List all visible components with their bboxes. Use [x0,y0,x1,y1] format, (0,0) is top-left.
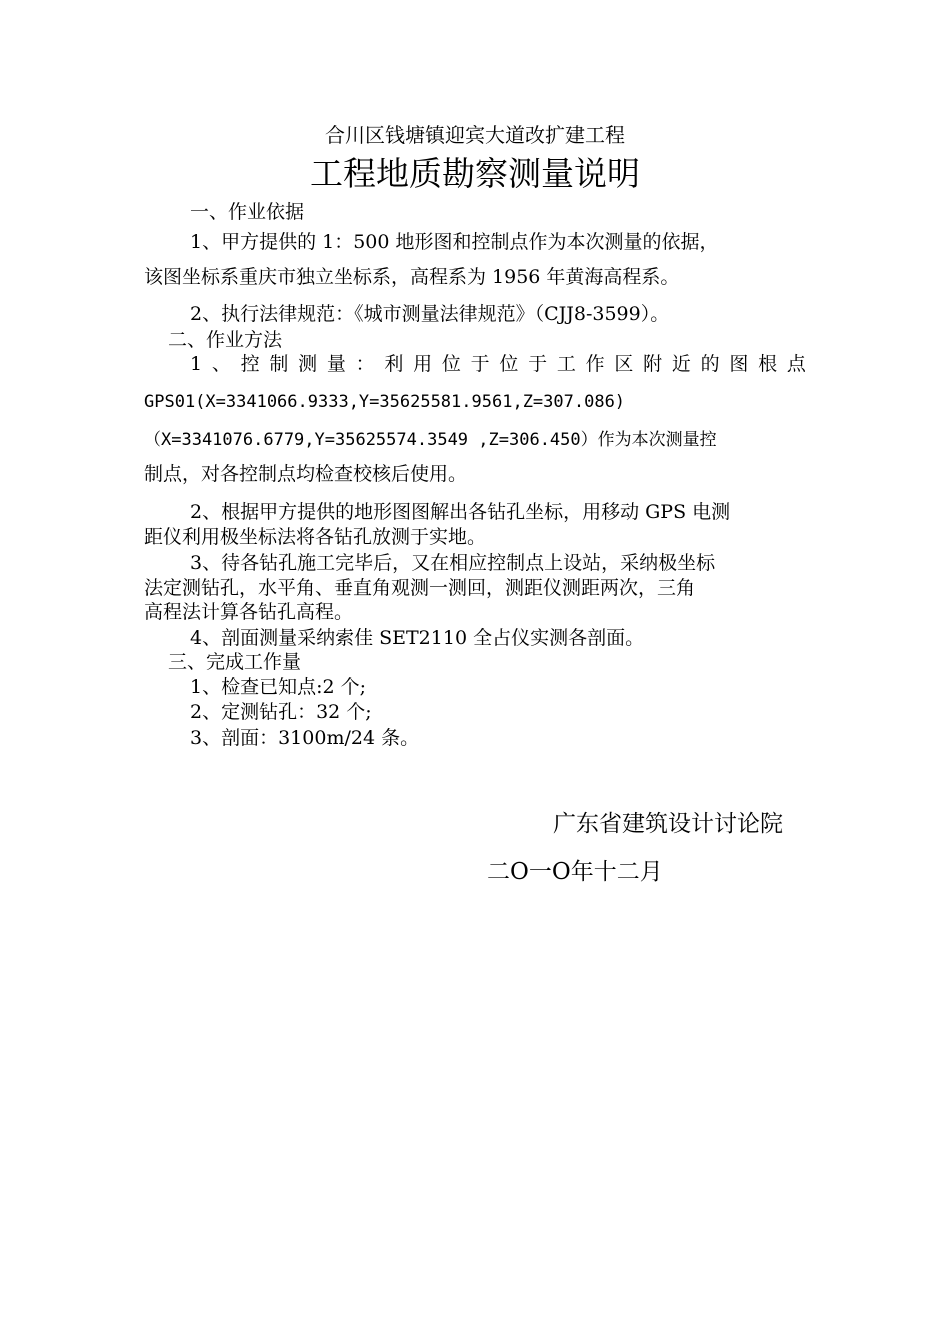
s2-p3-line3: 高程法计算各钻孔高程。 [144,601,354,623]
justified-char: 工 [556,353,576,375]
s1-p2: 2、执行法律规范：《城市测量法律规范》（CJJ8-3599）。 [190,303,670,325]
s3-item-2: 2、定测钻孔：32 个; [190,701,372,723]
project-subtitle: 合川区钱塘镇迎宾大道改扩建工程 [325,123,625,147]
justified-char: 位 [499,353,519,375]
s2-p1-line2: GPS01(X=3341066.9333,Y=35625581.9561,Z=307.086) [144,392,626,412]
justified-char: 近 [671,353,691,375]
s2-p3-line1: 3、待各钻孔施工完毕后，又在相应控制点上设站，采纳极坐标 [190,552,716,574]
signature-date: 二O一O年十二月 [487,859,663,885]
justified-char: 测 [298,353,318,375]
section-3-heading: 三、完成工作量 [168,651,302,673]
justified-char: 位 [441,353,461,375]
section-1-heading: 一、作业依据 [190,201,305,223]
s1-p1-line1: 1、甲方提供的 1：500 地形图和控制点作为本次测量的依据， [190,231,719,253]
justified-char: 利 [384,353,404,375]
justified-char: 控 [240,353,260,375]
justified-char: ： [355,353,375,375]
s2-p4: 4、剖面测量采纳索佳 SET2110 全占仪实测各剖面。 [190,627,645,649]
s2-p1-line1 [190,352,806,376]
justified-char: 量 [326,353,346,375]
justified-char: 用 [413,353,433,375]
justified-char: 图 [729,353,749,375]
s2-p3-line2: 法定测钻孔，水平角、垂直角观测一测回，测距仪测距两次，三角 [144,577,696,599]
document-title: 工程地质勘察测量说明 [310,154,640,193]
s3-item-3: 3、剖面：3100m/24 条。 [190,727,420,749]
justified-char: 于 [470,353,490,375]
justified-char: 于 [528,353,548,375]
justified-char: 的 [700,353,720,375]
s3-item-1: 1、检查已知点:2 个; [190,676,367,698]
s2-p2-line2: 距仪利用极坐标法将各钻孔放测于实地。 [144,526,487,548]
s2-p1-line4: 制点，对各控制点均检查校核后使用。 [144,463,468,485]
s2-p2-line1: 2、根据甲方提供的地形图图解出各钻孔坐标，用移动 GPS 电测 [190,501,731,523]
justified-char: 点 [786,353,806,375]
signature-organization: 广东省建筑设计讨论院 [553,811,783,837]
justified-char: 根 [758,353,778,375]
s2-p1-line3: （X=3341076.6779,Y=35625574.3549 ,Z=306.450）作为本次测量控 [144,430,717,450]
justified-char: 作 [585,353,605,375]
justified-char: 附 [643,353,663,375]
justified-char: 区 [614,353,634,375]
justified-char: 、 [211,353,231,375]
section-2-heading: 二、作业方法 [168,329,283,351]
justified-char: 1 [190,353,203,375]
justified-char: 制 [269,353,289,375]
s1-p1-line2: 该图坐标系重庆市独立坐标系，高程系为 1956 年黄海高程系。 [144,266,680,288]
